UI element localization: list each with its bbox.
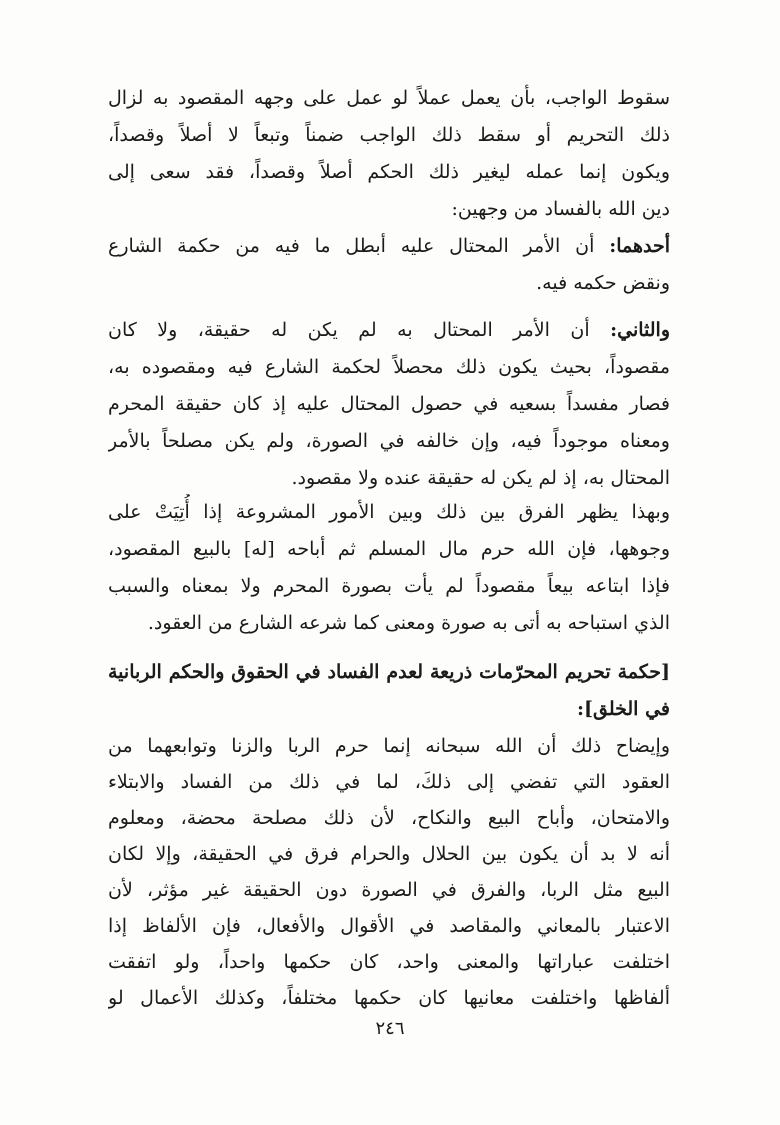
section-heading (108, 654, 670, 730)
heading-line: في الخلق]: (576, 698, 670, 720)
text-line: العقود التي تفضي إلى ذلكَ، لما في ذلك من الفساد والابتلاء (108, 771, 670, 793)
text-line: وجوهها، فإن الله حرم مال المسلم ثم أباحه [له] بالبيع المقصود، (108, 538, 670, 560)
text-line: أنه لا بد أن يكون بين الحلال والحرام فرق في الحقيقة، وإلا لكان (108, 843, 670, 865)
page-number: ٢٤٦ (375, 1018, 405, 1039)
text-line: والامتحان، وأباح البيع والنكاح، لأن ذلك مصلحة محضة، ومعلوم (108, 807, 670, 829)
paragraph-second-aspect (108, 312, 670, 502)
second-aspect-text: أن الأمر المحتال به لم يكن له حقيقة، ولا كان (108, 319, 611, 341)
text-line: وإيضاح ذلك أن الله سبحانه إنما حرم الربا والزنا وتوابعهما من (108, 735, 670, 757)
text-line: ألفاظها واختلفت معانيها كان حكمها مختلفاً، وكذلك الأعمال لو (108, 987, 670, 1009)
text-line: سقوط الواجب، بأن يعمل عملاً لو عمل على وجهه المقصود به لزال (108, 87, 670, 109)
text-line: فإذا ابتاعه بيعاً مقصوداً لم يأت بصورة المحرم ولا بمعناه والسبب (108, 575, 670, 597)
text-line: دين الله بالفساد من وجهين: (451, 198, 670, 220)
text-line: الاعتبار بالمعاني والمقاصد في الأقوال والأفعال، فإن الألفاظ إذا (108, 915, 670, 937)
text-line (108, 312, 670, 348)
text-line (108, 228, 670, 264)
text-line: ومعناه موجوداً فيه، وإن خالفه في الصورة، ولم يكن مصلحاً بالأمر (108, 430, 670, 452)
first-aspect-text: أن الأمر المحتال عليه أبطل ما فيه من حكمة الشارع (108, 235, 610, 257)
paragraph-continuation (108, 80, 670, 230)
first-aspect-label: أحدهما: (609, 235, 670, 257)
second-aspect-label: والثاني: (610, 319, 670, 341)
text-line: ذلك التحريم أو سقط ذلك الواجب ضمناً وتبعاً لا أصلاً وقصداً، (108, 124, 670, 146)
text-line: البيع مثل الربا، والفرق في الصورة دون الحقيقة غير مؤثر، لأن (108, 879, 670, 901)
text-line: الذي استباحه به أتى به صورة ومعنى كما شرعه الشارع من العقود. (147, 612, 670, 634)
paragraph-explanation (108, 728, 670, 1028)
paragraph-difference (108, 494, 670, 644)
paragraph-first-aspect (108, 228, 670, 304)
heading-line: [حكمة تحريم المحرّمات ذريعة لعدم الفساد في الحقوق والحكم الربانية (108, 661, 670, 683)
text-line: مقصوداً، بحيث يكون ذلك محصلاً لحكمة الشارع فيه ومقصوده به، (108, 356, 670, 378)
text-line: المحتال به، إذ لم يكن له حقيقة عنده ولا مقصود. (291, 467, 670, 489)
text-line: فصار مفسداً بسعيه في حصول المحتال عليه إذ كان حقيقة المحرم (108, 393, 670, 415)
text-line: اختلفت عباراتها والمعنى واحد، كان حكمها واحداً، ولو اتفقت (108, 951, 670, 973)
text-line: وبهذا يظهر الفرق بين ذلك وبين الأمور المشروعة إذا أُتِيَتْ على (108, 501, 670, 523)
text-line: ويكون إنما عمله ليغير ذلك الحكم أصلاً وقصداً، فقد سعى إلى (108, 161, 670, 183)
text-line: ونقض حكمه فيه. (536, 272, 670, 294)
